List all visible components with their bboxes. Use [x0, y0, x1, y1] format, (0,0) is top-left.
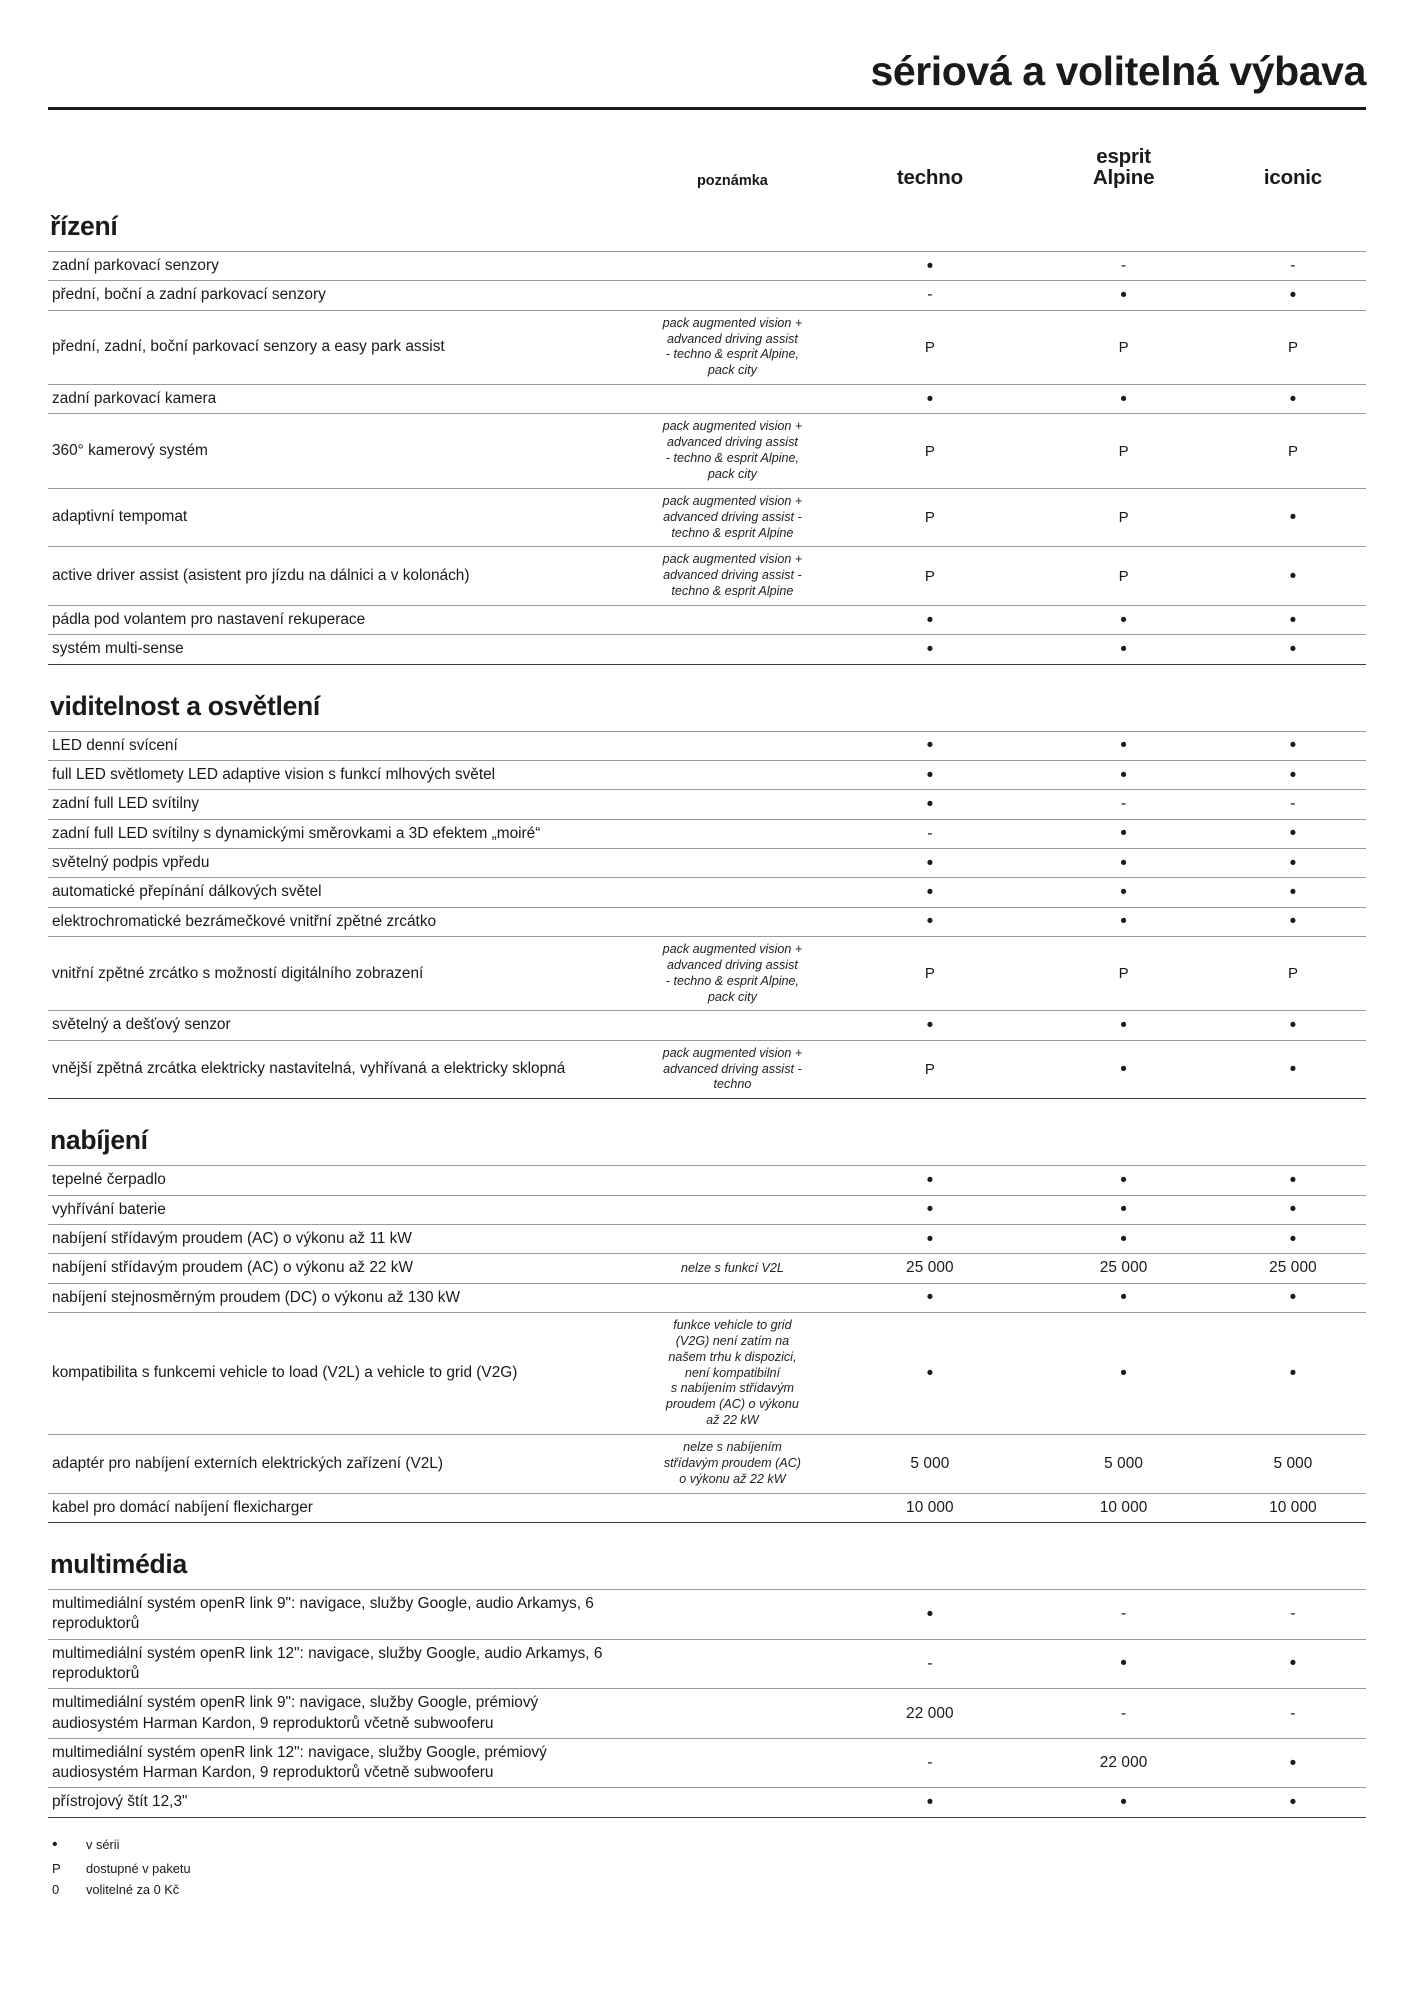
legend-symbol: 0	[52, 1882, 60, 1898]
feature-note	[632, 1639, 832, 1689]
value-esprit-alpine: •	[1120, 1362, 1127, 1384]
feature-label: nabíjení střídavým proudem (AC) o výkonu až 22 kW	[52, 1259, 413, 1277]
section-multimedia	[48, 1549, 1366, 1818]
table-row	[48, 635, 1366, 664]
value-techno: P	[924, 965, 935, 983]
value-iconic: •	[1289, 565, 1297, 587]
spec-table-nabijeni	[48, 1165, 1366, 1523]
feature-label: vnitřní zpětné zrcátko s možností digitálního zobrazení	[52, 964, 424, 982]
value-iconic: P	[1287, 338, 1298, 356]
feature-label: přední, boční a zadní parkovací senzory	[52, 286, 326, 304]
feature-label: active driver assist (asistent pro jízdu na dálnici a v kolonách)	[52, 567, 470, 585]
legend-text: volitelné za 0 Kč	[86, 1882, 180, 1898]
legend-symbol: •	[52, 1835, 58, 1853]
table-row	[48, 1312, 1366, 1434]
feature-note: pack augmented vision + advanced driving assist - techno & esprit Alpine, pack city	[662, 419, 803, 481]
feature-label: světelný a dešťový senzor	[52, 1016, 231, 1034]
value-techno: P	[924, 567, 935, 585]
value-techno: 25 000	[906, 1259, 954, 1277]
value-techno: •	[926, 793, 934, 815]
feature-note	[632, 907, 832, 936]
section-title-multimedia: multimédia	[50, 1548, 187, 1579]
table-row	[48, 731, 1366, 760]
value-techno: •	[926, 1015, 934, 1037]
value-techno: •	[926, 1228, 934, 1250]
value-esprit-alpine: •	[1120, 764, 1127, 786]
value-techno: 10 000	[906, 1498, 954, 1516]
feature-label: kabel pro domácí nabíjení flexicharger	[52, 1498, 313, 1516]
table-row	[48, 1689, 1366, 1739]
value-esprit-alpine: •	[1120, 881, 1127, 903]
value-esprit-alpine: -	[1120, 257, 1127, 275]
value-iconic: •	[1289, 1653, 1297, 1675]
feature-label: nabíjení stejnosměrným proudem (DC) o výkonu až 130 kW	[52, 1288, 461, 1306]
table-row	[48, 1639, 1366, 1689]
table-row	[48, 1738, 1366, 1788]
value-esprit-alpine: P	[1118, 338, 1129, 356]
feature-note	[632, 1224, 832, 1253]
section-title-rizeni: řízení	[50, 210, 118, 241]
value-techno: -	[927, 286, 933, 304]
table-row	[48, 488, 1366, 547]
feature-note	[632, 635, 832, 664]
table-row	[48, 878, 1366, 907]
feature-note	[632, 1493, 832, 1522]
spec-table-multimedia	[48, 1589, 1366, 1818]
value-esprit-alpine: •	[1120, 823, 1127, 845]
value-esprit-alpine: -	[1120, 795, 1127, 813]
feature-label: zadní parkovací kamera	[52, 390, 217, 408]
value-iconic: -	[1290, 1605, 1296, 1623]
value-iconic: 5 000	[1273, 1454, 1313, 1472]
value-iconic: •	[1289, 1059, 1297, 1080]
table-row	[48, 1788, 1366, 1817]
value-techno: •	[926, 1792, 934, 1814]
value-iconic: •	[1289, 852, 1297, 874]
value-techno: P	[924, 509, 935, 527]
value-techno: •	[926, 911, 934, 933]
feature-label: světelný podpis vpředu	[52, 853, 210, 871]
value-iconic: P	[1287, 965, 1298, 983]
table-row	[48, 310, 1366, 384]
value-iconic: •	[1289, 1199, 1297, 1221]
feature-note	[632, 1788, 832, 1817]
feature-note: nelze s funkcí V2L	[680, 1260, 784, 1275]
value-techno: 22 000	[906, 1704, 954, 1722]
feature-label: vnější zpětná zrcátka elektricky nastavitelná, vyhřívaná a elektricky sklopná	[52, 1060, 566, 1078]
value-techno: -	[927, 824, 933, 842]
header-feature-spacer	[48, 146, 632, 189]
value-iconic: •	[1289, 1287, 1297, 1309]
table-row	[48, 907, 1366, 936]
feature-label: automatické přepínání dálkových světel	[52, 883, 322, 901]
value-iconic: •	[1289, 1792, 1297, 1814]
title-divider	[48, 107, 1366, 110]
header-trim-iconic: iconic	[1263, 166, 1322, 190]
feature-note	[632, 1011, 832, 1040]
legend	[52, 1832, 1366, 1901]
value-esprit-alpine: •	[1120, 1169, 1127, 1191]
feature-label: elektrochromatické bezrámečkové vnitřní zpětné zrcátko	[52, 912, 437, 930]
value-techno: •	[926, 1169, 934, 1191]
value-techno: •	[926, 638, 934, 660]
feature-label: zadní full LED svítilny s dynamickými směrovkami a 3D efektem „moiré“	[52, 824, 541, 842]
value-esprit-alpine: •	[1120, 1228, 1127, 1250]
table-row	[48, 414, 1366, 488]
value-esprit-alpine: P	[1118, 567, 1129, 585]
value-iconic: •	[1289, 881, 1297, 903]
feature-note	[632, 1689, 832, 1739]
feature-label: systém multi-sense	[52, 640, 184, 658]
table-row	[48, 1195, 1366, 1224]
value-iconic: 25 000	[1269, 1259, 1317, 1277]
value-iconic: •	[1289, 911, 1297, 933]
table-row	[48, 1011, 1366, 1040]
feature-note	[632, 385, 832, 414]
section-title-viditelnost: viditelnost a osvětlení	[50, 690, 320, 721]
table-row	[48, 760, 1366, 789]
feature-label: tepelné čerpadlo	[52, 1171, 166, 1189]
value-esprit-alpine: •	[1120, 1015, 1127, 1037]
value-esprit-alpine: •	[1120, 735, 1127, 757]
table-row	[48, 1224, 1366, 1253]
value-techno: -	[927, 1654, 933, 1672]
value-iconic: •	[1289, 823, 1297, 845]
feature-label: adaptivní tempomat	[52, 508, 188, 526]
header-note: poznámka	[696, 172, 768, 189]
value-techno: •	[926, 1199, 934, 1221]
table-row	[48, 1589, 1366, 1639]
feature-note	[632, 731, 832, 760]
page-title: sériová a volitelná výbava	[870, 48, 1366, 94]
value-iconic: •	[1289, 507, 1297, 529]
table-row	[48, 1166, 1366, 1195]
value-iconic: •	[1289, 1228, 1297, 1250]
section-nabijeni	[48, 1125, 1366, 1523]
value-iconic: •	[1289, 1752, 1297, 1774]
value-iconic: -	[1290, 257, 1296, 275]
value-techno: •	[926, 609, 934, 631]
value-iconic: 10 000	[1269, 1498, 1317, 1516]
value-esprit-alpine: •	[1120, 1199, 1127, 1221]
value-esprit-alpine: •	[1120, 638, 1127, 660]
feature-label: multimediální systém openR link 12": navigace, služby Google, audio Arkamys, 6 reproduktorů	[52, 1644, 603, 1682]
feature-label: zadní full LED svítilny	[52, 795, 200, 813]
value-iconic: •	[1289, 764, 1297, 786]
section-viditelnost	[48, 691, 1366, 1100]
table-row	[48, 848, 1366, 877]
spec-table-viditelnost	[48, 731, 1366, 1100]
feature-note	[632, 606, 832, 635]
table-row	[48, 1434, 1366, 1493]
feature-note	[632, 1166, 832, 1195]
value-iconic: P	[1287, 442, 1298, 460]
value-iconic: -	[1290, 795, 1296, 813]
value-iconic: •	[1289, 284, 1297, 306]
value-esprit-alpine: •	[1120, 1059, 1127, 1080]
feature-label: přední, zadní, boční parkovací senzory a easy park assist	[52, 338, 445, 356]
table-row	[48, 819, 1366, 848]
value-techno: •	[926, 852, 934, 874]
value-esprit-alpine: -	[1120, 1605, 1127, 1623]
feature-label: adaptér pro nabíjení externích elektrických zařízení (V2L)	[52, 1454, 443, 1472]
feature-label: přístrojový štít 12,3"	[52, 1793, 188, 1811]
feature-label: multimediální systém openR link 12": navigace, služby Google, prémiový audiosystém Harman Kardon, 9 reproduktorů včetně subwooferu	[52, 1743, 547, 1782]
feature-label: multimediální systém openR link 9": navigace, služby Google, audio Arkamys, 6 reproduktorů	[52, 1594, 594, 1633]
value-esprit-alpine: P	[1118, 442, 1129, 460]
table-row	[48, 1493, 1366, 1522]
column-headers	[48, 146, 1366, 189]
value-techno: P	[924, 338, 935, 356]
header-trim-esprit-line2: Alpine	[1092, 166, 1155, 190]
table-row	[48, 547, 1366, 606]
feature-note	[632, 790, 832, 819]
value-esprit-alpine: P	[1118, 965, 1129, 983]
feature-note: pack augmented vision + advanced driving assist - techno & esprit Alpine, pack city	[662, 315, 803, 378]
value-esprit-alpine: •	[1120, 1653, 1127, 1675]
header-trim-techno: techno	[896, 166, 963, 190]
header-trim-esprit-line1: esprit	[1096, 144, 1151, 168]
value-techno: 5 000	[910, 1454, 950, 1472]
value-esprit-alpine: •	[1120, 1287, 1127, 1309]
feature-note: pack augmented vision + advanced driving assist - techno & esprit Alpine	[662, 493, 803, 540]
feature-note	[632, 819, 832, 848]
feature-note	[632, 1738, 832, 1788]
value-esprit-alpine: 25 000	[1099, 1259, 1148, 1277]
value-techno: •	[926, 881, 934, 903]
table-row	[48, 1283, 1366, 1312]
value-iconic: •	[1289, 388, 1297, 410]
value-esprit-alpine: •	[1120, 609, 1127, 631]
value-esprit-alpine: 5 000	[1104, 1454, 1144, 1472]
feature-note	[632, 1283, 832, 1312]
value-iconic: •	[1289, 1362, 1297, 1384]
feature-label: full LED světlomety LED adaptive vision s funkcí mlhových světel	[52, 765, 496, 783]
table-row	[48, 936, 1366, 1010]
value-esprit-alpine: •	[1120, 852, 1127, 874]
value-techno: •	[926, 1287, 934, 1309]
feature-note	[632, 1195, 832, 1224]
section-rizeni	[48, 211, 1366, 665]
legend-item	[52, 1879, 1366, 1901]
feature-note: pack augmented vision + advanced driving assist - techno & esprit Alpine	[662, 552, 803, 599]
feature-note: funkce vehicle to grid (V2G) není zatím na našem trhu k dispozici, není kompatibilní s nabíjením střídavým proudem (AC) o výkonu až 22 kW	[665, 1317, 799, 1428]
feature-note: pack augmented vision + advanced driving assist - techno	[662, 1045, 803, 1092]
feature-label: 360° kamerový systém	[52, 441, 208, 459]
legend-text: dostupné v paketu	[86, 1860, 191, 1876]
value-esprit-alpine: -	[1120, 1704, 1127, 1722]
legend-item	[52, 1858, 1366, 1880]
value-iconic: •	[1289, 735, 1297, 757]
value-iconic: -	[1290, 1704, 1296, 1722]
value-techno: •	[926, 255, 934, 277]
feature-note	[632, 251, 832, 280]
feature-label: nabíjení střídavým proudem (AC) o výkonu až 11 kW	[52, 1229, 412, 1247]
legend-symbol: P	[52, 1860, 61, 1876]
value-esprit-alpine: P	[1118, 509, 1129, 527]
value-iconic: •	[1289, 609, 1297, 631]
value-techno: •	[926, 1362, 934, 1384]
value-esprit-alpine: 22 000	[1099, 1754, 1148, 1772]
feature-note: pack augmented vision + advanced driving assist - techno & esprit Alpine, pack city	[662, 941, 803, 1004]
feature-label: multimediální systém openR link 9": navigace, služby Google, prémiový audiosystém Harman Kardon, 9 reproduktorů včetně subwooferu	[52, 1694, 539, 1732]
value-techno: •	[926, 388, 934, 410]
section-title-nabijeni: nabíjení	[50, 1125, 148, 1156]
feature-label: LED denní svícení	[52, 736, 178, 754]
value-esprit-alpine: •	[1120, 388, 1127, 410]
feature-label: zadní parkovací senzory	[52, 256, 219, 274]
feature-label: kompatibilita s funkcemi vehicle to load (V2L) a vehicle to grid (V2G)	[52, 1364, 518, 1382]
feature-note	[632, 1589, 832, 1639]
value-techno: P	[924, 442, 935, 460]
feature-note	[632, 281, 832, 310]
table-row	[48, 385, 1366, 414]
value-iconic: •	[1289, 1015, 1297, 1037]
value-techno: •	[926, 1603, 934, 1625]
table-row	[48, 790, 1366, 819]
sections-container	[48, 211, 1366, 1818]
value-esprit-alpine: •	[1120, 911, 1127, 933]
value-techno: P	[924, 1061, 935, 1078]
value-iconic: •	[1289, 638, 1297, 660]
feature-note	[632, 848, 832, 877]
table-row	[48, 251, 1366, 280]
feature-label: vyhřívání baterie	[52, 1200, 166, 1218]
table-row	[48, 1040, 1366, 1099]
value-esprit-alpine: •	[1120, 284, 1127, 306]
table-row	[48, 1254, 1366, 1283]
value-iconic: •	[1289, 1169, 1297, 1191]
feature-label: pádla pod volantem pro nastavení rekuperace	[52, 611, 366, 628]
feature-note	[632, 760, 832, 789]
header-trim-esprit-alpine	[1027, 146, 1220, 189]
value-esprit-alpine: 10 000	[1099, 1498, 1148, 1516]
value-techno: •	[926, 735, 934, 757]
feature-note: nelze s nabíjením střídavým proudem (AC) o výkonu až 22 kW	[663, 1439, 801, 1486]
legend-text: v sérii	[86, 1836, 120, 1852]
table-row	[48, 281, 1366, 310]
feature-note	[632, 878, 832, 907]
value-techno: -	[927, 1754, 933, 1772]
value-techno: •	[926, 764, 934, 786]
table-row	[48, 606, 1366, 635]
value-esprit-alpine: •	[1120, 1792, 1127, 1814]
legend-item	[52, 1832, 1366, 1858]
spec-table-rizeni	[48, 251, 1366, 665]
